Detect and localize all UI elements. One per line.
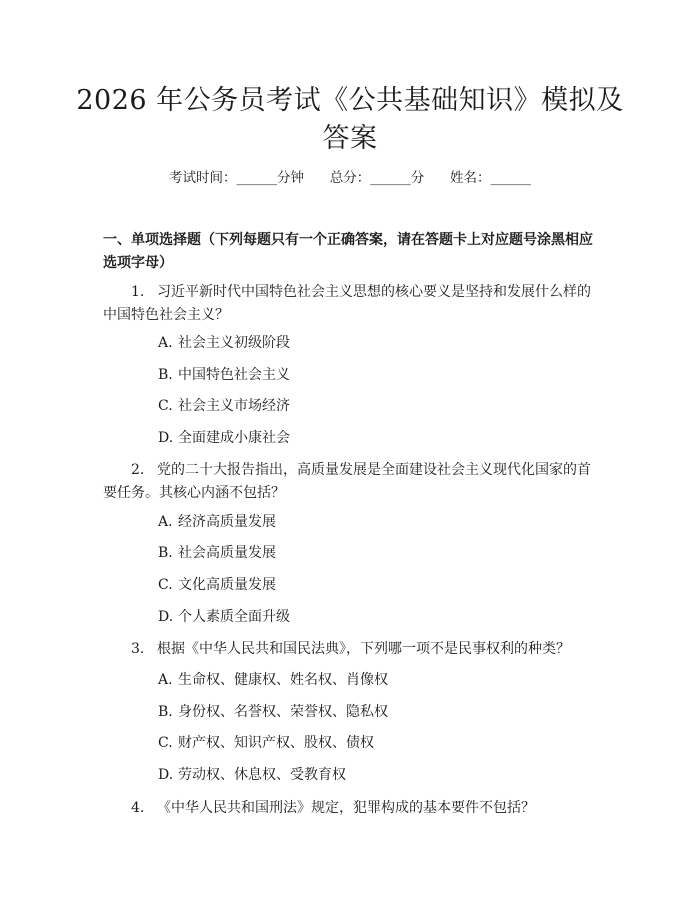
option-letter: B. [158,704,173,720]
option-1d [158,428,598,448]
option-2d [158,607,598,627]
option-letter: D. [158,609,174,625]
option-letter: A. [158,514,173,530]
question-text: 《中华人民共和国刑法》规定，犯罪构成的基本要件不包括？ [157,800,535,816]
document-title [60,82,640,158]
question-number: 2. [131,462,145,478]
option-text: 社会高质量发展 [178,545,276,561]
question-number: 1. [131,284,145,300]
option-text: 社会主义初级阶段 [178,335,290,351]
title-line-2: 答案 [322,123,378,154]
option-text: 中国特色社会主义 [178,367,290,383]
option-text: 劳动权、休息权、受教育权 [178,767,346,783]
question-number: 4. [131,800,145,816]
option-letter: A. [158,672,173,688]
option-letter: C. [158,398,173,414]
option-text: 文化高质量发展 [178,577,276,593]
option-text: 财产权、知识产权、股权、债权 [178,735,374,751]
option-text: 个人素质全面升级 [178,609,290,625]
exam-info-line: 考试时间：______分钟 总分：______分 姓名：______ [169,170,531,186]
option-text: 全面建成小康社会 [178,430,290,446]
option-letter: D. [158,430,174,446]
option-2c [158,575,598,595]
option-letter: C. [158,577,173,593]
option-2a [158,512,598,532]
question-text: 根据《中华人民共和国民法典》，下列哪一项不是民事权利的种类？ [157,641,570,657]
question-number: 3. [131,641,145,657]
question-1 [103,281,603,327]
option-1b [158,365,598,385]
question-4 [103,797,603,820]
option-1c [158,396,598,416]
option-letter: D. [158,767,174,783]
section-heading: 一、单项选择题（下列每题只有一个正确答案，请在答题卡上对应题号涂黑相应选项字母） [103,232,593,271]
option-3d [158,765,598,785]
option-text: 生命权、健康权、姓名权、肖像权 [178,672,388,688]
question-text: 习近平新时代中国特色社会主义思想的核心要义是坚持和发展什么样的中国特色社会主义？ [103,284,591,323]
option-text: 经济高质量发展 [178,514,276,530]
option-3b [158,702,598,722]
option-1a [158,333,598,353]
question-text: 党的二十大报告指出，高质量发展是全面建设社会主义现代化国家的首要任务。其核心内涵不包括？ [103,462,591,501]
option-2b [158,543,598,563]
option-text: 社会主义市场经济 [178,398,290,414]
question-3 [103,638,603,661]
option-letter: B. [158,367,173,383]
option-letter: C. [158,735,173,751]
title-line-1: 2026 年公务员考试《公共基础知识》模拟及 [76,85,624,116]
option-letter: A. [158,335,173,351]
option-text: 身份权、名誉权、荣誉权、隐私权 [178,704,388,720]
question-2 [103,459,603,505]
option-3c [158,733,598,753]
option-3a [158,670,598,690]
option-letter: B. [158,545,173,561]
